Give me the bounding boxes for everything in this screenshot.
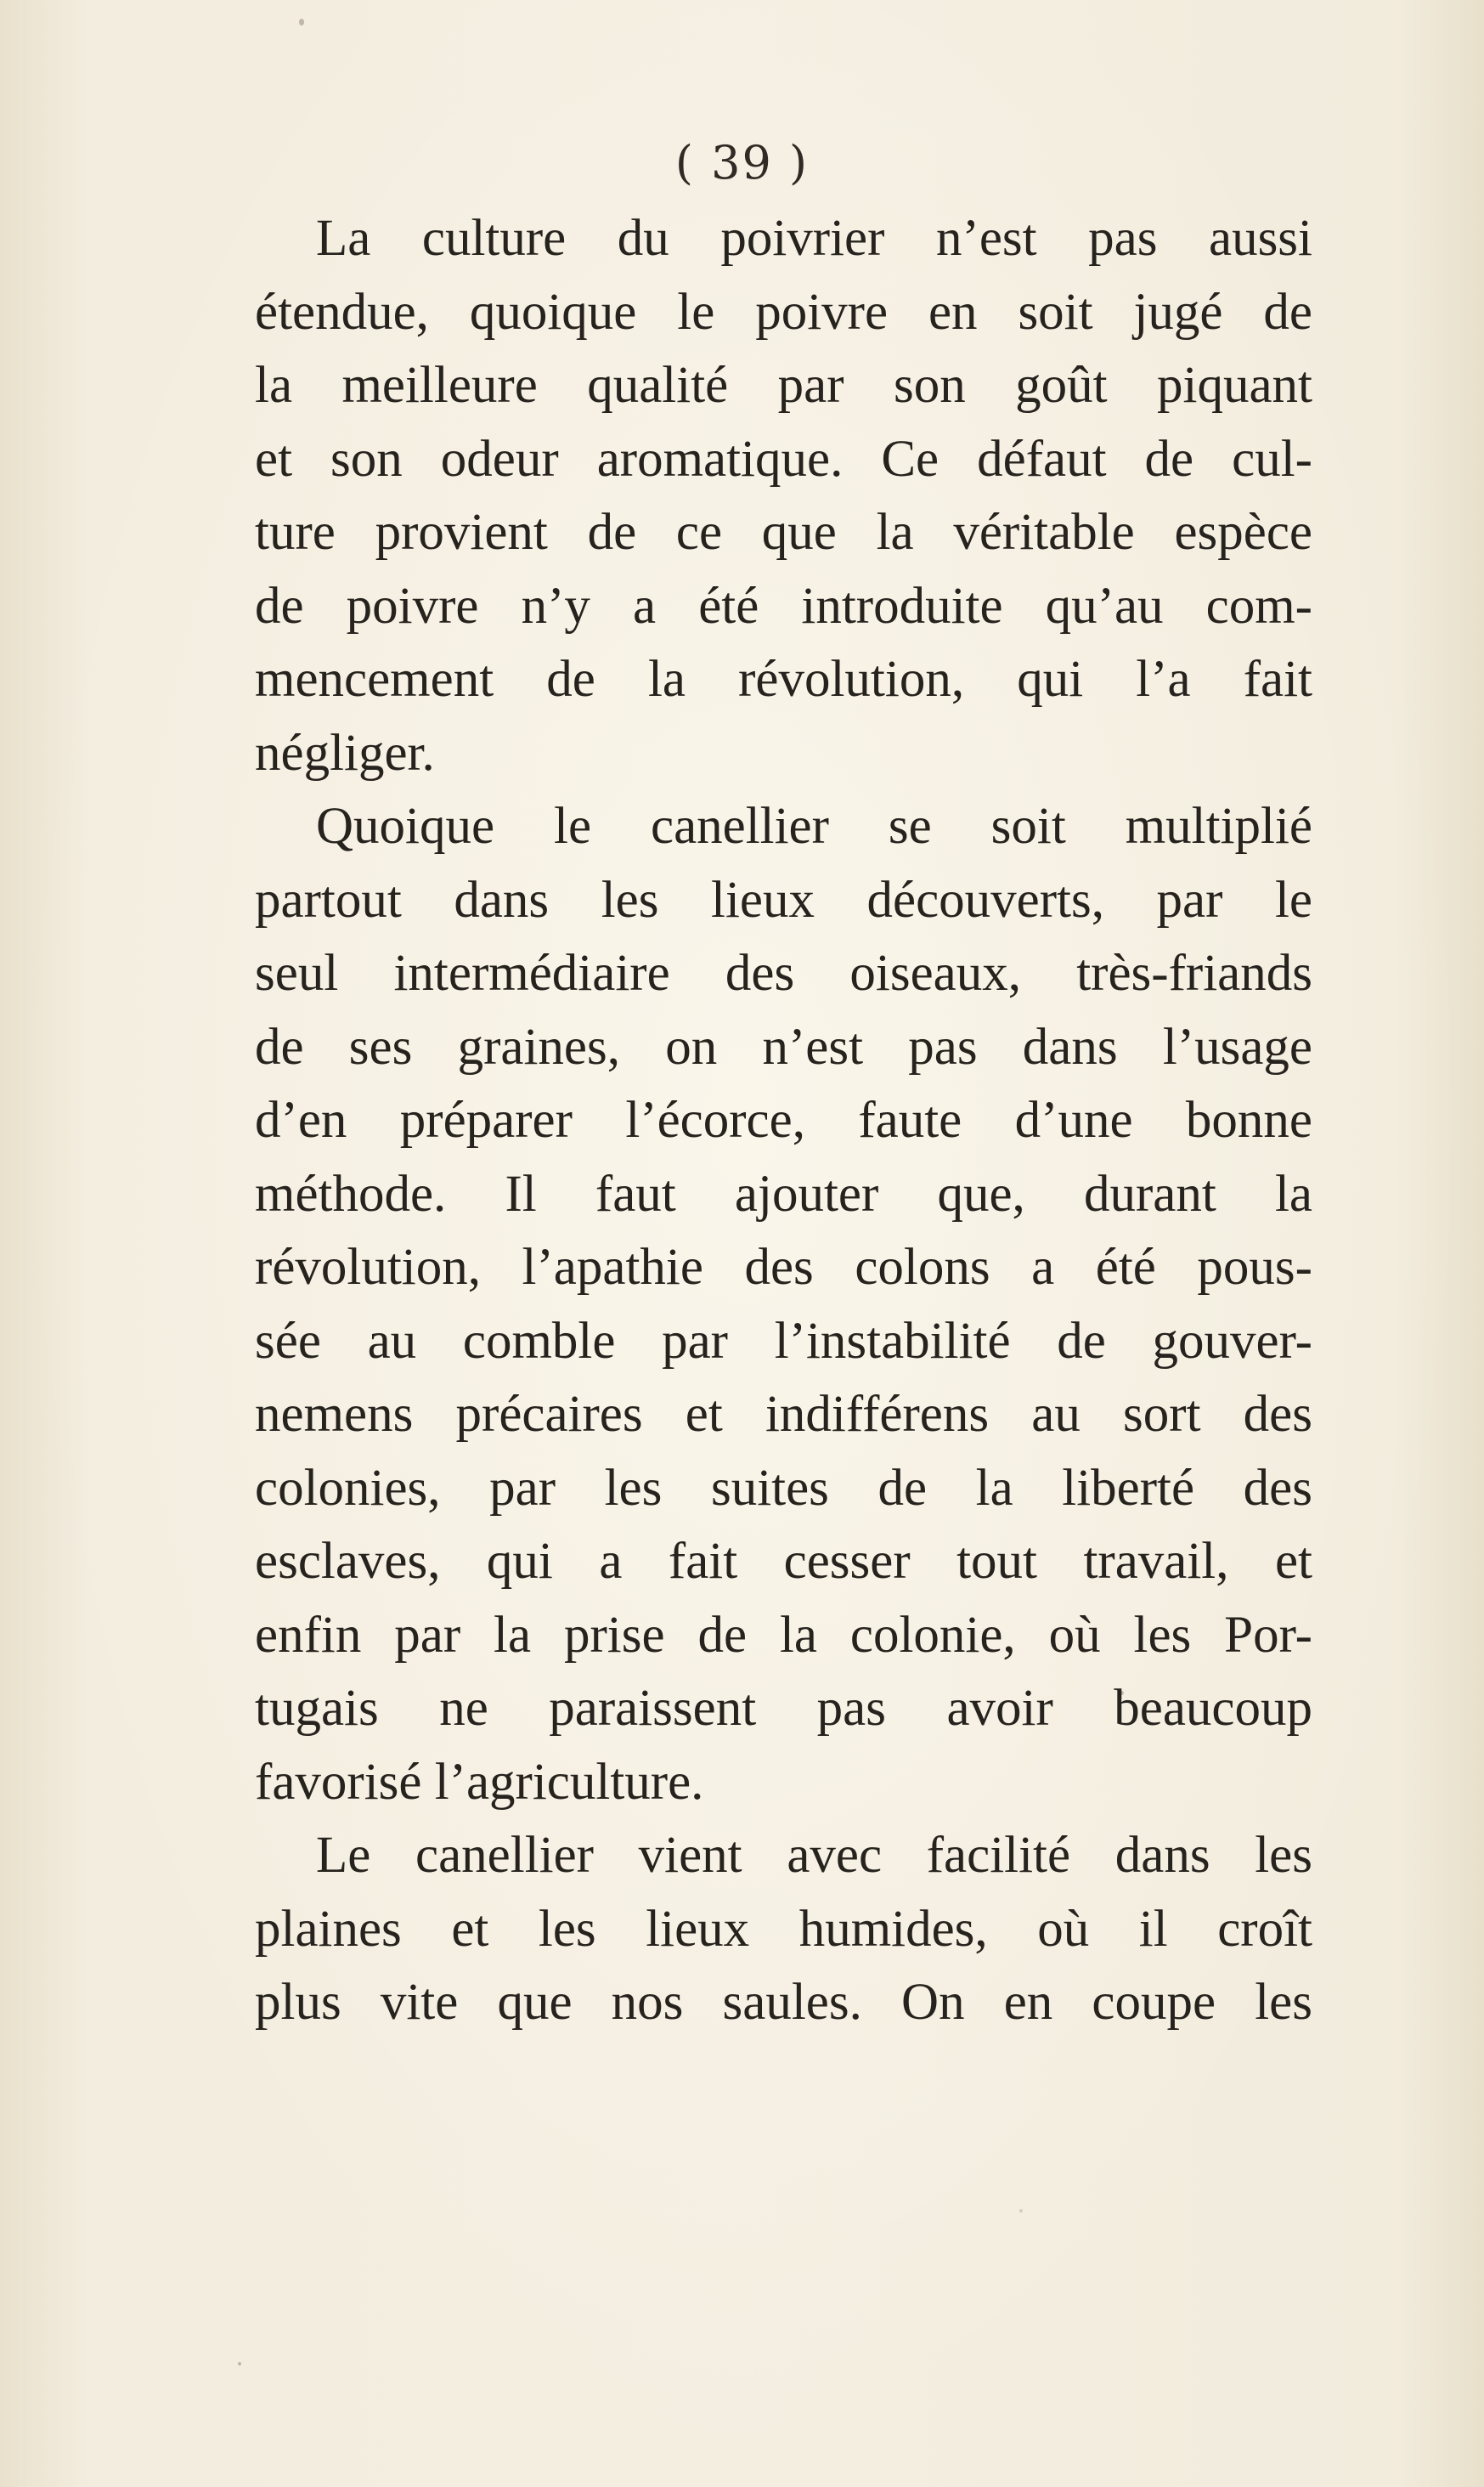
text-line: sée au comble par l’instabilité de gouver- [255,1312,1312,1370]
text-line: colonies, par les suites de la liberté des [255,1459,1312,1517]
paragraph-cinnamon-neglect [255,790,1312,1819]
text-line: méthode. Il faut ajouter que, durant la [255,1165,1312,1223]
text-line: Quoique le canellier se soit multiplié [316,798,1312,855]
text-line: Le canellier vient avec facilité dans les [316,1827,1312,1884]
text-line: révolution, l’apathie des colons a été pous- [255,1239,1312,1296]
text-line: de poivre n’y a été introduite qu’au com- [255,577,1312,635]
text-line: ture provient de ce que la véritable espèce [255,504,1312,561]
text-line: mencement de la révolution, qui l’a fait [255,651,1312,708]
text-line: négliger. [255,724,435,782]
text-line: tugais ne paraissent pas avoir beaucoup [255,1680,1312,1737]
text-line: plus vite que nos saules. On en coupe les [255,1974,1312,2031]
text-line: La culture du poivrier n’est pas aussi [316,210,1312,267]
paper-speck [299,19,304,25]
text-line: esclaves, qui a fait cesser tout travail, et [255,1533,1312,1590]
text-line: d’en préparer l’écorce, faute d’une bonne [255,1092,1312,1149]
paper-speck [238,2362,241,2365]
text-line: nemens précaires et indifférens au sort des [255,1386,1312,1443]
page-number: ( 39 ) [674,136,810,189]
text-line: plaines et les lieux humides, où il croît [255,1900,1312,1958]
body-text [255,202,1312,2040]
paragraph-cinnamon-growth [255,1819,1312,2040]
paragraph-pepper [255,202,1312,790]
text-line: enfin par la prise de la colonie, où les Por- [255,1606,1312,1664]
text-line: favorisé l’agriculture. [255,1753,704,1811]
text-line: seul intermédiaire des oiseaux, très-friands [255,945,1312,1002]
text-line: étendue, quoique le poivre en soit jugé de [255,283,1312,341]
paper-speck [1019,2209,1023,2213]
text-line: la meilleure qualité par son goût piquant [255,357,1312,414]
text-line: partout dans les lieux découverts, par le [255,871,1312,929]
text-line: de ses graines, on n’est pas dans l’usage [255,1018,1312,1076]
text-line: et son odeur aromatique. Ce défaut de cul- [255,430,1312,488]
